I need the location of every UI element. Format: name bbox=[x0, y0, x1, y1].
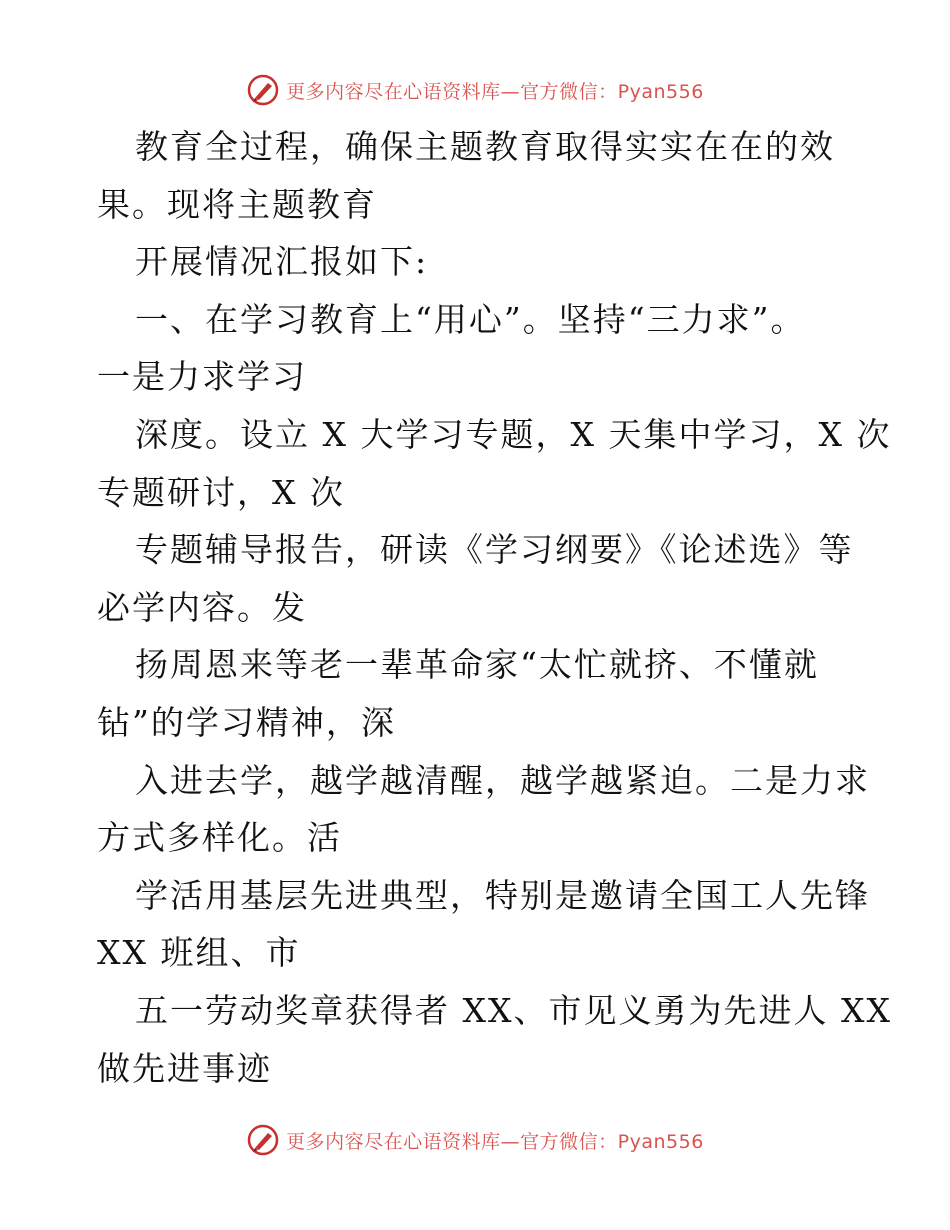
paragraph: 扬周恩来等老一辈革命家“太忙就挤、不懂就 钻”的学习精神，深 bbox=[97, 645, 819, 742]
paragraph: 五一劳动奖章获得者 XX、市见义勇为先进人 XX 做先进事迹 bbox=[97, 990, 892, 1088]
pen-circle-logo-icon bbox=[246, 73, 280, 107]
header-watermark-text: 更多内容尽在心语资料库—官方微信：Pyan556 bbox=[286, 80, 704, 103]
paragraph: 学活用基层先进典型，特别是邀请全国工人先锋 XX 班组、市 bbox=[97, 875, 870, 973]
footer-watermark bbox=[0, 1120, 950, 1160]
pen-circle-logo-icon bbox=[246, 1123, 280, 1157]
paragraph: 入进去学，越学越清醒，越学越紧迫。二是力求 方式多样化。活 bbox=[97, 760, 870, 858]
footer-watermark-text: 更多内容尽在心语资料库—官方微信：Pyan556 bbox=[286, 1130, 704, 1153]
paragraph: 深度。设立 X 大学习专题，X 天集中学习，X 次 专题研讨，X 次 bbox=[97, 414, 892, 512]
paragraph: 一、在学习教育上“用心”。坚持“三力求”。 一是力求学习 bbox=[97, 299, 806, 397]
header-watermark bbox=[0, 70, 950, 110]
paragraph: 专题辅导报告，研读《学习纲要》《论述选》等 必学内容。发 bbox=[97, 530, 854, 627]
paragraph: 开展情况汇报如下: bbox=[135, 242, 429, 282]
document-body bbox=[97, 118, 892, 1097]
paragraph: 教育全过程，确保主题教育取得实实在在的效 果。现将主题教育 bbox=[97, 127, 835, 224]
